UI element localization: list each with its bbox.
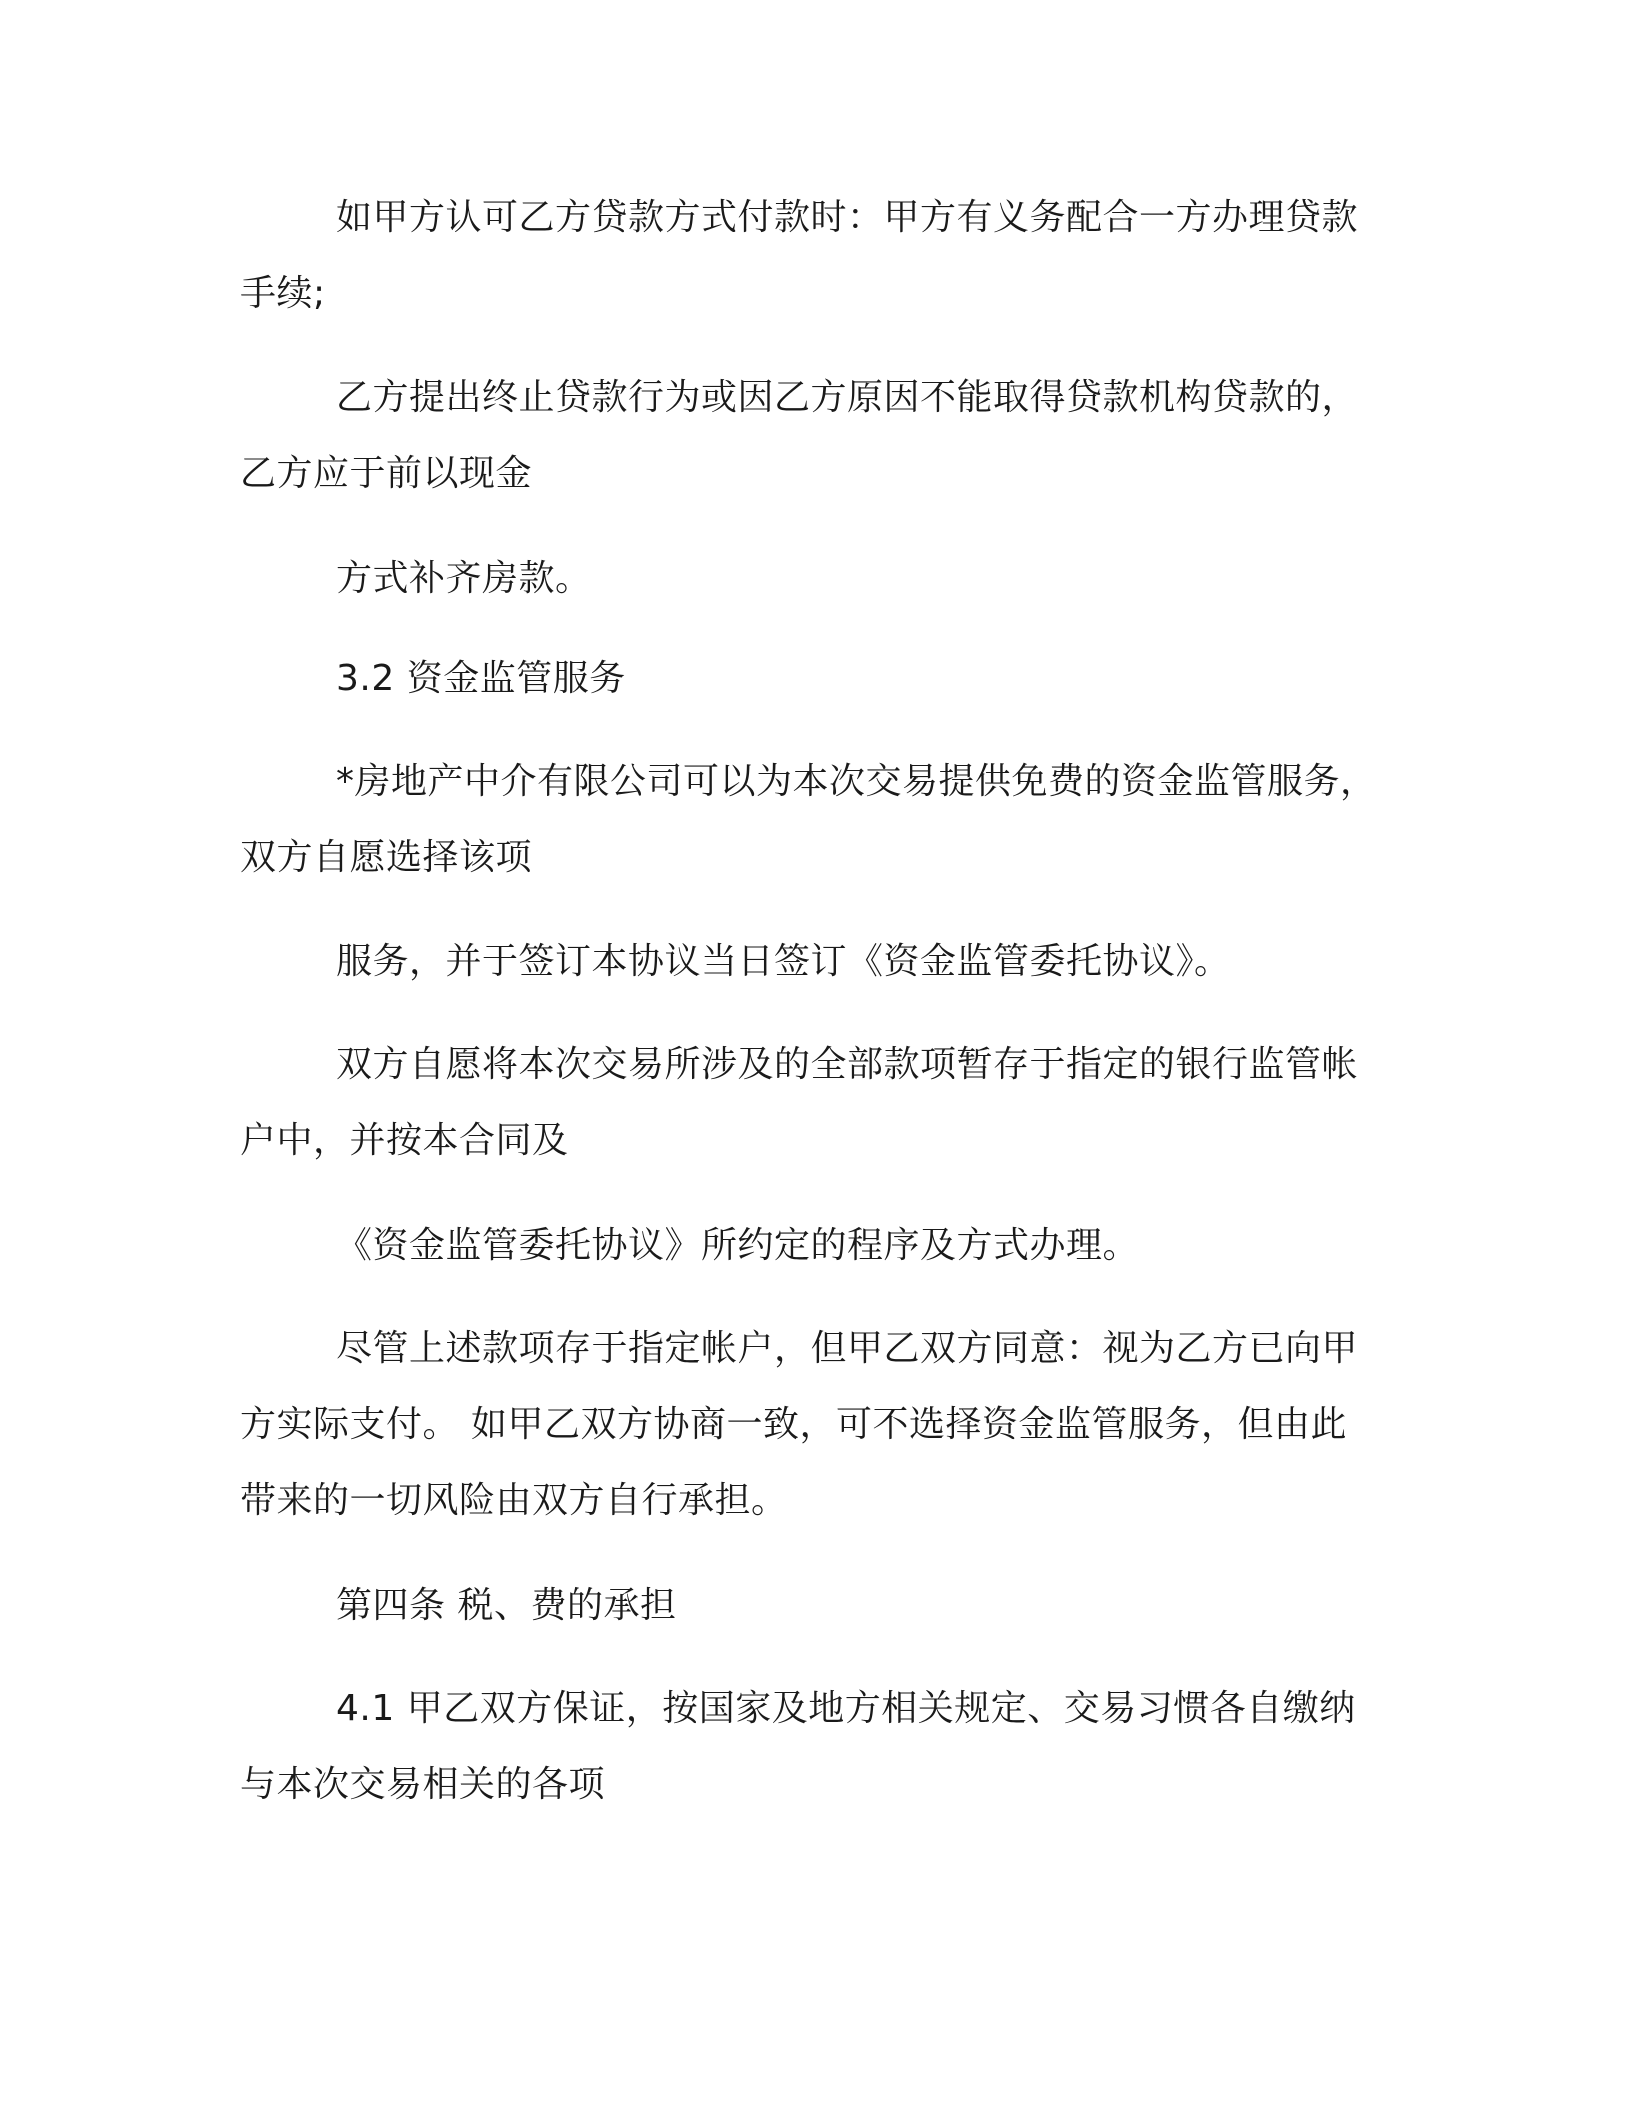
paragraph-line: 带来的一切风险由双方自行承担。	[240, 1480, 788, 1521]
section-heading: 3.2 资金监管服务	[336, 658, 626, 699]
paragraph-line: 尽管上述款项存于指定帐户，但甲乙双方同意：视为乙方已向甲	[336, 1328, 1359, 1369]
paragraph-line: 如甲方认可乙方贷款方式付款时：甲方有义务配合一方办理贷款	[336, 197, 1359, 238]
paragraph-line: *房地产中介有限公司可以为本次交易提供免费的资金监管服务，	[336, 761, 1377, 802]
paragraph-line: 方式补齐房款。	[336, 558, 592, 599]
paragraph-line: 乙方应于前以现金	[240, 453, 533, 494]
paragraph-line: 户中，并按本合同及	[240, 1120, 569, 1161]
paragraph-line: 方实际支付。 如甲乙双方协商一致，可不选择资金监管服务，但由此	[240, 1404, 1347, 1445]
paragraph-line: 4.1 甲乙双方保证，按国家及地方相关规定、交易习惯各自缴纳	[336, 1688, 1356, 1729]
section-heading: 第四条 税、费的承担	[336, 1585, 677, 1626]
paragraph-line: 与本次交易相关的各项	[240, 1764, 606, 1805]
paragraph-line: 双方自愿选择该项	[240, 837, 533, 878]
paragraph-line: 乙方提出终止贷款行为或因乙方原因不能取得贷款机构贷款的，	[336, 377, 1359, 418]
paragraph-line: 手续;	[240, 273, 326, 314]
paragraph-line: 《资金监管委托协议》所约定的程序及方式办理。	[336, 1225, 1140, 1266]
paragraph-line: 双方自愿将本次交易所涉及的全部款项暂存于指定的银行监管帐	[336, 1044, 1359, 1085]
paragraph-line: 服务，并于签订本协议当日签订《资金监管委托协议》。	[336, 941, 1231, 982]
